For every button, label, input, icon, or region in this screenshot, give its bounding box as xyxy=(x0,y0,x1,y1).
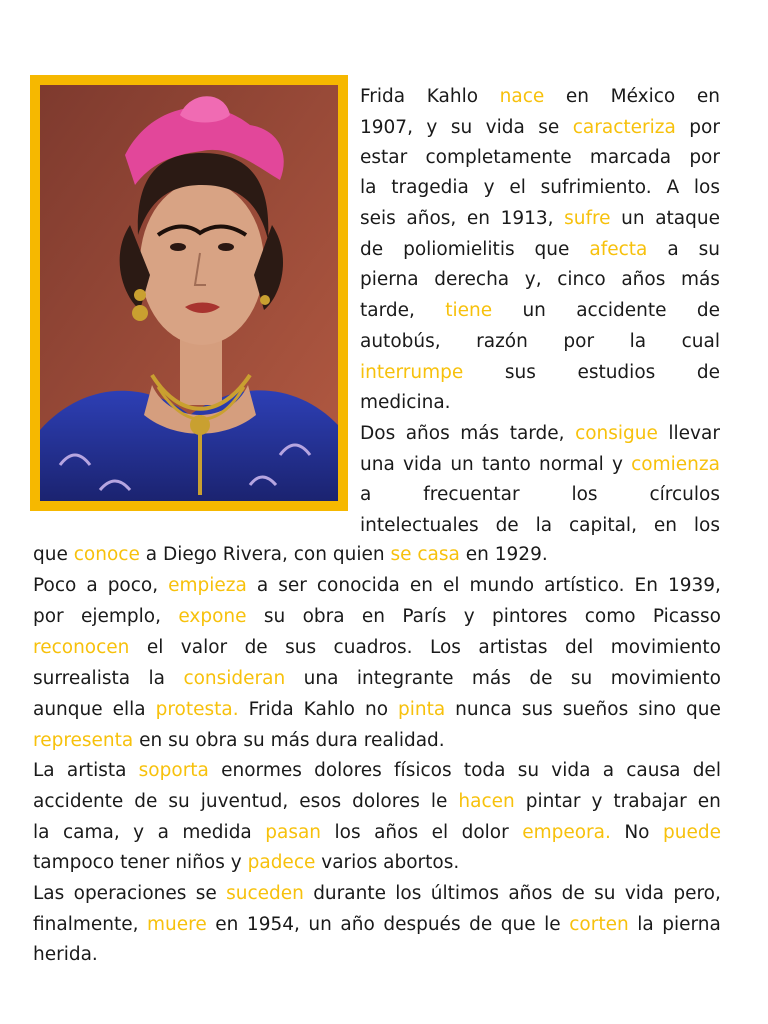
word: por xyxy=(563,331,595,352)
word: estar xyxy=(360,147,408,168)
highlighted-verb: padece xyxy=(247,852,316,873)
word: 1954, xyxy=(246,914,300,935)
word: autobús, xyxy=(360,331,441,352)
text-line xyxy=(33,821,721,845)
word: en xyxy=(653,515,677,536)
word: Las xyxy=(33,883,65,904)
word: años xyxy=(621,269,666,290)
text-line xyxy=(33,667,721,691)
word: Frida xyxy=(360,86,406,107)
word: del xyxy=(692,760,721,781)
highlighted-verb: pinta xyxy=(397,699,446,720)
word: niños xyxy=(175,852,225,873)
word: años xyxy=(405,423,450,444)
word: tampoco xyxy=(33,852,115,873)
word: valor xyxy=(180,637,228,658)
word: pierna xyxy=(662,914,721,935)
word: tener xyxy=(120,852,170,873)
word: Frida xyxy=(248,699,294,720)
word: Picasso xyxy=(652,606,721,627)
word: vida xyxy=(551,760,591,781)
highlighted-verb: empieza xyxy=(168,575,247,596)
word: su xyxy=(594,883,616,904)
word: le xyxy=(544,914,561,935)
word: nunca xyxy=(455,699,512,720)
highlighted-verb: pasan xyxy=(265,822,322,843)
text-line xyxy=(33,882,721,906)
word: marcada xyxy=(589,147,672,168)
word: más xyxy=(471,668,511,689)
text-line xyxy=(360,299,720,323)
word: en xyxy=(409,575,433,596)
word: En xyxy=(634,575,658,596)
word: dolores xyxy=(314,760,382,781)
highlighted-verb: expone xyxy=(178,606,247,627)
word: los xyxy=(395,883,422,904)
word: los xyxy=(571,484,598,505)
word: un xyxy=(522,300,546,321)
text-line xyxy=(360,176,720,200)
word: poliomielitis xyxy=(403,239,515,260)
word: 1929. xyxy=(494,544,548,565)
word: 1913, xyxy=(500,208,554,229)
word: ser xyxy=(278,575,307,596)
word: más xyxy=(680,269,720,290)
word: de xyxy=(696,300,720,321)
word: a xyxy=(86,575,98,596)
word: durante xyxy=(313,883,386,904)
word: movimiento xyxy=(610,668,721,689)
text-line xyxy=(33,605,721,629)
word: más xyxy=(270,730,310,751)
word: esos xyxy=(299,791,342,812)
word: la xyxy=(535,515,553,536)
word: Kahlo xyxy=(426,86,479,107)
word: el xyxy=(146,637,164,658)
frida-kahlo-portrait xyxy=(40,85,338,501)
highlighted-verb: conoce xyxy=(73,544,140,565)
text-line xyxy=(360,85,720,109)
word: razón xyxy=(476,331,528,352)
word: y xyxy=(230,852,242,873)
word: a xyxy=(667,239,679,260)
word: los xyxy=(693,177,720,198)
highlighted-verb: representa xyxy=(33,730,134,751)
word: el xyxy=(509,177,526,198)
text-line xyxy=(33,543,593,567)
word: y xyxy=(591,791,603,812)
word: la xyxy=(629,331,647,352)
text-line xyxy=(33,913,721,937)
word: después xyxy=(383,914,461,935)
text-line xyxy=(360,391,720,415)
highlighted-verb: consideran xyxy=(183,668,286,689)
word: vida xyxy=(624,883,664,904)
word: normal xyxy=(539,454,604,475)
word: medida xyxy=(182,822,252,843)
word: sueños xyxy=(562,699,629,720)
word: año xyxy=(340,914,375,935)
word: toda xyxy=(463,760,506,781)
word: y xyxy=(463,606,475,627)
text-line xyxy=(360,453,720,477)
word: Kahlo xyxy=(303,699,355,720)
word: su xyxy=(243,730,265,751)
word: realidad. xyxy=(363,730,445,751)
word: en xyxy=(465,544,489,565)
word: derecha xyxy=(434,269,510,290)
word: . xyxy=(232,699,239,720)
word: pintores xyxy=(492,606,568,627)
word: los xyxy=(693,515,720,536)
word: artístico. xyxy=(544,575,625,596)
word: ataque xyxy=(655,208,720,229)
word: dura xyxy=(315,730,358,751)
word: de xyxy=(561,883,585,904)
word: enormes xyxy=(221,760,302,781)
word: sus xyxy=(504,362,536,383)
word: capital, xyxy=(568,515,637,536)
word: un xyxy=(450,454,474,475)
word: frecuentar xyxy=(423,484,520,505)
word: del xyxy=(565,637,594,658)
word: 1939, xyxy=(667,575,721,596)
word: años xyxy=(374,822,419,843)
text-line xyxy=(33,851,721,875)
word: a xyxy=(157,822,169,843)
word: juventud, xyxy=(200,791,289,812)
word: . xyxy=(604,822,611,843)
word: Rivera, xyxy=(222,544,288,565)
word: pero, xyxy=(673,883,721,904)
word: la xyxy=(360,177,377,198)
word: por xyxy=(33,606,64,627)
word: pierna xyxy=(360,269,419,290)
word: Poco xyxy=(33,575,77,596)
word: y xyxy=(426,117,438,138)
word: varios xyxy=(321,852,378,873)
word: herida. xyxy=(33,944,98,965)
word: tanto xyxy=(481,454,531,475)
text-line xyxy=(360,361,720,385)
word: estudios xyxy=(577,362,656,383)
word: y xyxy=(133,822,145,843)
highlighted-verb: interrumpe xyxy=(360,362,464,383)
word: se xyxy=(195,883,217,904)
word: causa xyxy=(626,760,681,781)
word: la xyxy=(148,668,165,689)
word: se xyxy=(538,117,560,138)
word: por xyxy=(689,117,720,138)
word: un xyxy=(621,208,645,229)
word: seis xyxy=(360,208,396,229)
word: una xyxy=(360,454,395,475)
word: su xyxy=(168,730,190,751)
word: vida xyxy=(485,117,525,138)
highlighted-verb: protesta. xyxy=(155,699,239,720)
word: tragedia xyxy=(391,177,469,198)
word: artista xyxy=(66,760,127,781)
highlighted-verb: comienza xyxy=(631,454,720,475)
highlighted-verb: reconocen xyxy=(33,637,130,658)
word: a xyxy=(145,544,158,565)
highlighted-verb: suceden xyxy=(226,883,304,904)
word: que xyxy=(686,699,721,720)
text-line xyxy=(33,636,721,660)
word: A xyxy=(666,177,680,198)
word: aunque xyxy=(33,699,103,720)
word: círculos xyxy=(649,484,720,505)
word: por xyxy=(689,147,720,168)
word: de xyxy=(360,239,384,260)
word: cama, xyxy=(62,822,120,843)
text-line xyxy=(360,116,720,140)
word: México xyxy=(610,86,676,107)
word: su xyxy=(517,760,540,781)
highlighted-verb: se xyxy=(390,544,412,565)
word: obra xyxy=(302,606,345,627)
text-line xyxy=(360,238,720,262)
word: en xyxy=(215,914,239,935)
word: artistas xyxy=(478,637,548,658)
word: en xyxy=(696,86,720,107)
word: un xyxy=(308,914,332,935)
word: abortos. xyxy=(383,852,460,873)
text-line xyxy=(360,207,720,231)
word: pintar xyxy=(525,791,581,812)
portrait-frame xyxy=(30,75,348,511)
highlighted-verb: hacen xyxy=(458,791,515,812)
word: trabajar xyxy=(613,791,687,812)
highlighted-verb: corten xyxy=(569,914,629,935)
word: a xyxy=(256,575,269,596)
word: cinco xyxy=(557,269,606,290)
word: a xyxy=(602,760,615,781)
word: dolores xyxy=(352,791,420,812)
word: La xyxy=(33,760,55,781)
text-line xyxy=(33,790,721,814)
word: como xyxy=(584,606,636,627)
word: últimos xyxy=(430,883,499,904)
word: de xyxy=(244,637,268,658)
highlighted-verb: muere xyxy=(147,914,207,935)
text-line xyxy=(33,943,721,967)
highlighted-verb: puede xyxy=(662,822,721,843)
word: vida xyxy=(402,454,443,475)
word: sus xyxy=(521,699,553,720)
word: su xyxy=(450,117,473,138)
highlighted-verb: tiene xyxy=(445,300,493,321)
word: París xyxy=(402,606,447,627)
word: en xyxy=(361,606,386,627)
word: de xyxy=(529,668,553,689)
word: y, xyxy=(524,269,542,290)
highlighted-verb: afecta xyxy=(589,239,648,260)
word: dolor xyxy=(461,822,509,843)
word: físicos xyxy=(394,760,452,781)
word: operaciones xyxy=(73,883,187,904)
highlighted-verb: consigue xyxy=(575,423,658,444)
word: cuadros. xyxy=(333,637,413,658)
word: finalmente, xyxy=(33,914,139,935)
word: no xyxy=(364,699,389,720)
word: le xyxy=(430,791,448,812)
word: y xyxy=(483,177,495,198)
text-line xyxy=(33,574,721,598)
word: una xyxy=(303,668,339,689)
word: integrante xyxy=(356,668,454,689)
word: la xyxy=(33,822,50,843)
text-line xyxy=(33,759,721,783)
word: que xyxy=(500,914,536,935)
word: accidente xyxy=(576,300,667,321)
word: tarde, xyxy=(509,423,565,444)
word: su xyxy=(168,791,190,812)
word: Diego xyxy=(162,544,217,565)
word: ella xyxy=(112,699,146,720)
word: sufrimiento. xyxy=(540,177,652,198)
word: Dos xyxy=(360,423,396,444)
word: conocida xyxy=(316,575,400,596)
word: en xyxy=(697,791,721,812)
text-line xyxy=(360,268,720,292)
word: años xyxy=(508,883,553,904)
highlighted-verb: soporta xyxy=(138,760,209,781)
word: medicina. xyxy=(360,392,451,413)
word: con xyxy=(293,544,327,565)
word: más xyxy=(460,423,500,444)
word: mundo xyxy=(469,575,535,596)
highlighted-verb: casa xyxy=(417,544,460,565)
word: No xyxy=(624,822,650,843)
word: en xyxy=(139,730,163,751)
word: a xyxy=(360,484,372,505)
word: poco, xyxy=(107,575,159,596)
word: obra xyxy=(195,730,238,751)
word: en xyxy=(466,208,490,229)
text-line xyxy=(360,146,720,170)
text-line xyxy=(33,729,721,753)
text-line xyxy=(360,422,720,446)
word: llevar xyxy=(668,423,720,444)
highlighted-verb: empeora. xyxy=(522,822,611,843)
word: 1907, xyxy=(360,117,413,138)
word: sino xyxy=(638,699,677,720)
word: los xyxy=(334,822,361,843)
word: y xyxy=(612,454,623,475)
word: su xyxy=(570,668,593,689)
word: cual xyxy=(681,331,720,352)
word: Los xyxy=(429,637,461,658)
word: de xyxy=(495,515,519,536)
word: sus xyxy=(285,637,317,658)
word: en xyxy=(565,86,590,107)
word: de xyxy=(134,791,158,812)
word: tarde, xyxy=(360,300,415,321)
word: que xyxy=(33,544,68,565)
highlighted-verb: nace xyxy=(499,86,545,107)
word: que xyxy=(534,239,570,260)
word: movimiento xyxy=(610,637,721,658)
text-line xyxy=(33,698,721,722)
word: la xyxy=(637,914,654,935)
word: su xyxy=(698,239,720,260)
word: surrealista xyxy=(33,668,131,689)
word: su xyxy=(263,606,286,627)
word: quien xyxy=(332,544,385,565)
word: de xyxy=(696,362,720,383)
word: el xyxy=(442,575,460,596)
text-line xyxy=(360,330,720,354)
highlighted-verb: caracteriza xyxy=(572,117,676,138)
highlighted-verb: sufre xyxy=(564,208,611,229)
text-line xyxy=(360,514,720,538)
word: años, xyxy=(406,208,457,229)
word: ejemplo, xyxy=(81,606,162,627)
word: completamente xyxy=(425,147,572,168)
word: intelectuales xyxy=(360,515,479,536)
word: el xyxy=(431,822,449,843)
word: de xyxy=(469,914,493,935)
word: accidente xyxy=(33,791,124,812)
text-line xyxy=(360,483,720,507)
